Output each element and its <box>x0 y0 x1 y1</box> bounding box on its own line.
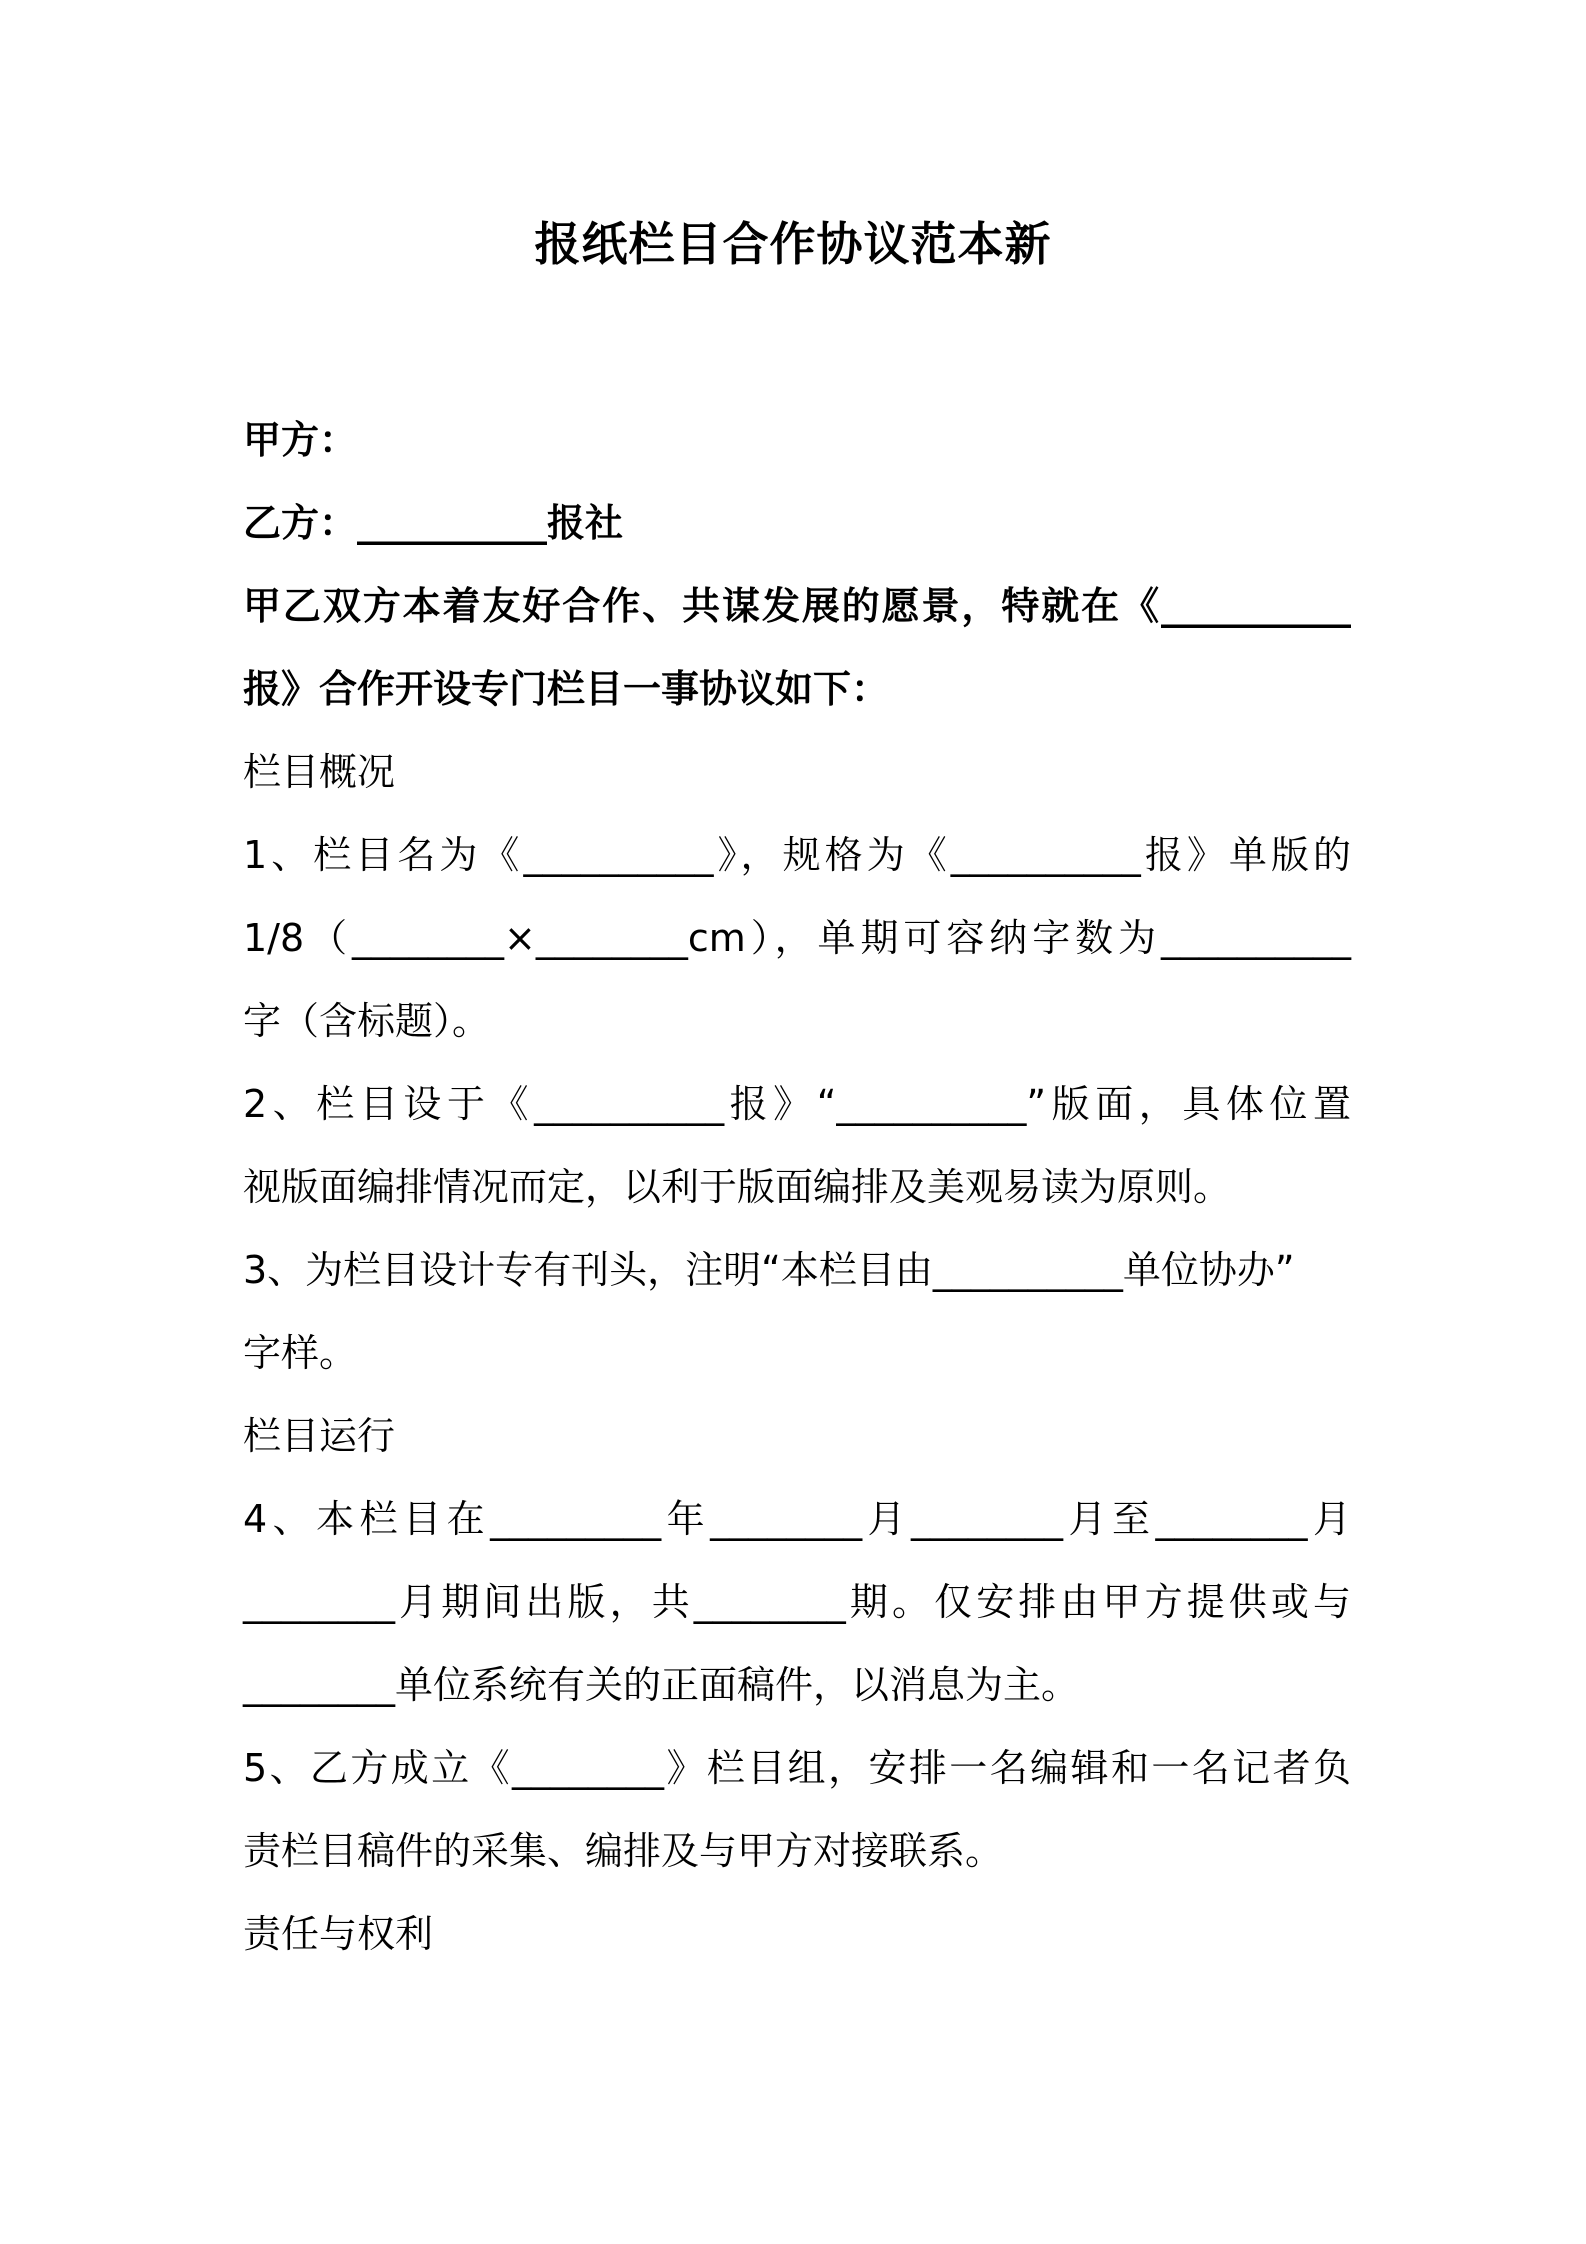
section-heading-operation: 栏目运行 <box>243 1414 396 1458</box>
preamble-line-2: 报》合作开设专门栏目一事协议如下： <box>243 667 890 711</box>
clause-4-line-3: ________单位系统有关的正面稿件，以消息为主。 <box>243 1663 1080 1707</box>
clause-3-line-1: 3、为栏目设计专有刊头，注明“本栏目由__________单位协办” <box>243 1248 1295 1292</box>
document-title: 报纸栏目合作协议范本新 <box>534 217 1052 271</box>
preamble-line-1: 甲乙双方本着友好合作、共谋发展的愿景，特就在《__________ <box>243 584 1351 628</box>
clause-5-line-1: 5、乙方成立《________》栏目组，安排一名编辑和一名记者负 <box>243 1746 1351 1790</box>
clause-4-line-2: ________月期间出版，共________期。仅安排由甲方提供或与 <box>243 1580 1351 1624</box>
section-heading-responsibility: 责任与权利 <box>243 1912 434 1956</box>
clause-1-line-2: 1/8（________×________cm），单期可容纳字数为__________ <box>243 916 1351 960</box>
clause-5-line-2: 责栏目稿件的采集、编排及与甲方对接联系。 <box>243 1829 1004 1873</box>
party-b-line: 乙方：__________报社 <box>243 501 624 545</box>
clause-2-line-2: 视版面编排情况而定，以利于版面编排及美观易读为原则。 <box>243 1165 1232 1209</box>
section-heading-overview: 栏目概况 <box>243 750 396 794</box>
clause-1-line-3: 字（含标题）。 <box>243 999 491 1043</box>
party-a-line: 甲方： <box>243 418 358 462</box>
clause-4-line-1: 4、本栏目在_________年________月________月至________月 <box>243 1497 1351 1541</box>
clause-3-line-2: 字样。 <box>243 1331 358 1375</box>
clause-2-line-1: 2、栏目设于《__________报》“__________”版面，具体位置 <box>243 1082 1351 1126</box>
clause-1-line-1: 1、栏目名为《__________》，规格为《__________报》单版的 <box>243 833 1351 877</box>
